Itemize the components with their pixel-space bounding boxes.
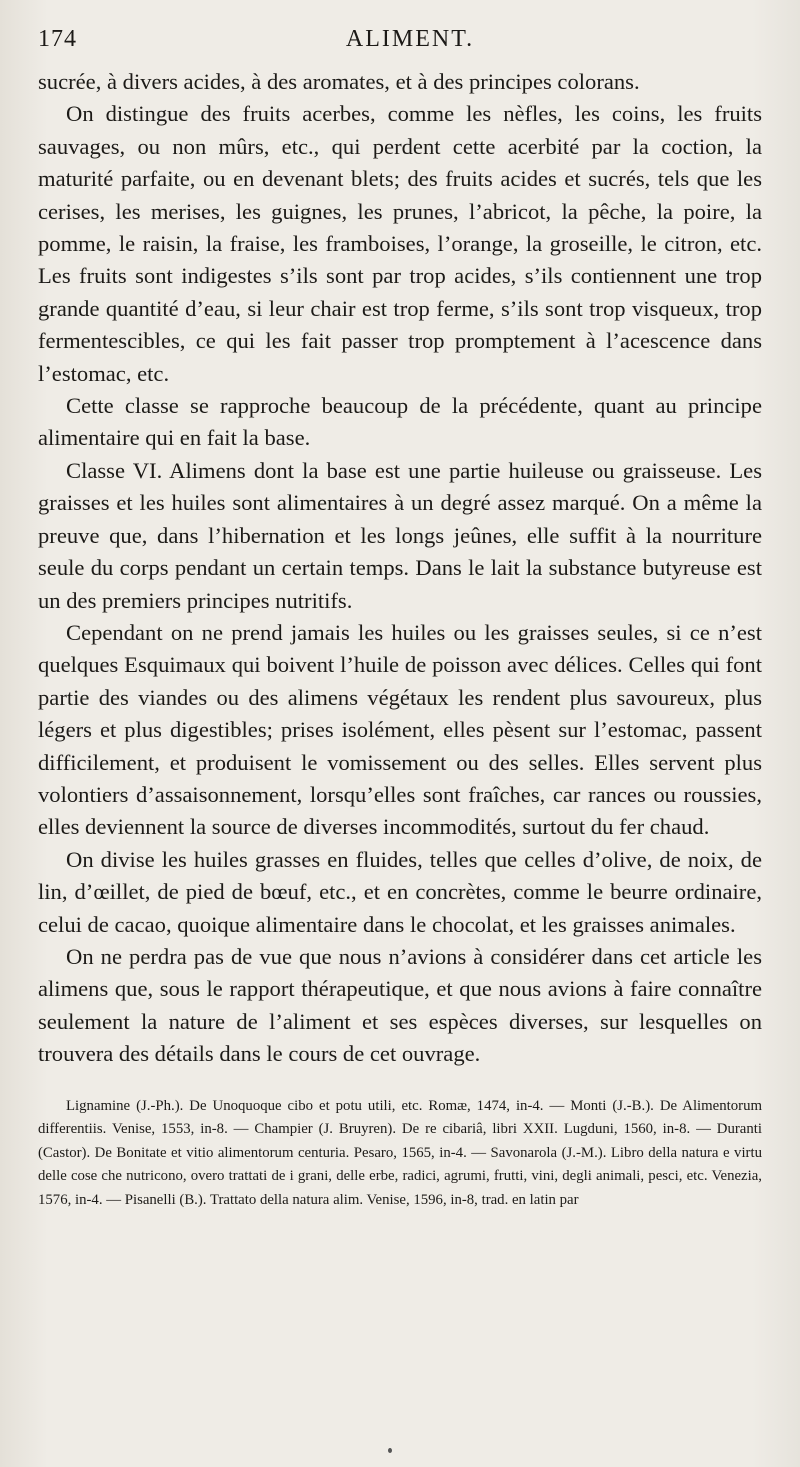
page-mark bbox=[388, 1448, 392, 1453]
paragraph: On ne perdra pas de vue que nous n’avions à considérer dans cet article les alimens que, sous le rapport thérapeutique, et que nous avions à faire connaître seulement la nature de l’aliment et ses espèces diverses, sur lesquelles on trouvera des détails dans le cours de cet ouvrage. bbox=[38, 943, 762, 1067]
paragraph: sucrée, à divers acides, à des aromates, et à des principes colorans. bbox=[38, 69, 640, 94]
paragraph: On divise les huiles grasses en fluides, telles que celles d’olive, de noix, de lin, d’œillet, de pied de bœuf, etc., et en concrètes, comme le beurre ordinaire, celui de cacao, quoique alimentaire dans le chocolat, et les graisses animales. bbox=[38, 846, 762, 937]
running-title: ALIMENT. bbox=[345, 26, 475, 52]
page-header bbox=[38, 26, 762, 66]
page-number: 174 bbox=[38, 26, 77, 52]
paragraph: Classe VI. Alimens dont la base est une partie huileuse ou graisseuse. Les graisses et les huiles sont alimentaires à un degré assez marqué. On a même la preuve que, dans l’hibernation et les longs jeûnes, elle suffit à la nourriture seule du corps pendant un certain temps. Dans le lait la substance butyreuse est un des premiers principes nutritifs. bbox=[38, 457, 762, 613]
paragraph: Cette classe se rapproche beaucoup de la précédente, quant au principe alimentaire qui en fait la base. bbox=[38, 393, 762, 451]
main-text bbox=[38, 66, 762, 1071]
paragraph: On distingue des fruits acerbes, comme les nèfles, les coins, les fruits sauvages, ou non mûrs, etc., qui perdent cette acerbité par la coction, la maturité parfaite, ou en devenant blets; des fruits acides et sucrés, tels que les cerises, les merises, les guignes, les prunes, l’abricot, la pêche, la poire, la pomme, le raisin, la fraise, les framboises, l’orange, la groseille, le citron, etc. Les fruits sont indigestes s’ils sont par trop acides, s’ils contiennent une trop grande quantité d’eau, si leur chair est trop ferme, s’ils sont trop visqueux, trop fermentescibles, ce qui les fait passer trop promptement à l’acescence dans l’estomac, etc. bbox=[38, 101, 762, 386]
paragraph: Cependant on ne prend jamais les huiles ou les graisses seules, si ce n’est quelques Esquimaux qui boivent l’huile de poisson avec délices. Celles qui font partie des viandes ou des alimens végétaux les rendent plus savoureux, plus légers et plus digestibles; prises isolément, elles pèsent sur l’estomac, passent difficilement, et produisent le vomissement ou des selles. Elles servent plus volontiers d’assaisonnement, lorsqu’elles sont fraîches, car rances ou roussies, elles deviennent la source de diverses incommodités, surtout du fer chaud. bbox=[38, 619, 762, 840]
bibliography-note: Lignamine (J.-Ph.). De Unoquoque cibo et potu utili, etc. Romæ, 1474, in-4. — Monti (J.-B.). De Alimentorum differentiis. Venise, 1553, in-8. — Champier (J. Bruyren). De re cibariâ, libri XXII. Lugduni, 1560, in-8. — Duranti (Castor). De Bonitate et vitio alimentorum centuria. Pesaro, 1565, in-4. — Savonarola (J.-M.). Libro della natura e virtu delle cose che nutricono, overo trattati de i grani, delle erbe, radici, agrumi, frutti, vini, degli animali, pesci, etc. Venezia, 1576, in-4. — Pisanelli (B.). Trattato della natura alim. Venise, 1596, in-8, trad. en latin par bbox=[38, 1097, 762, 1208]
